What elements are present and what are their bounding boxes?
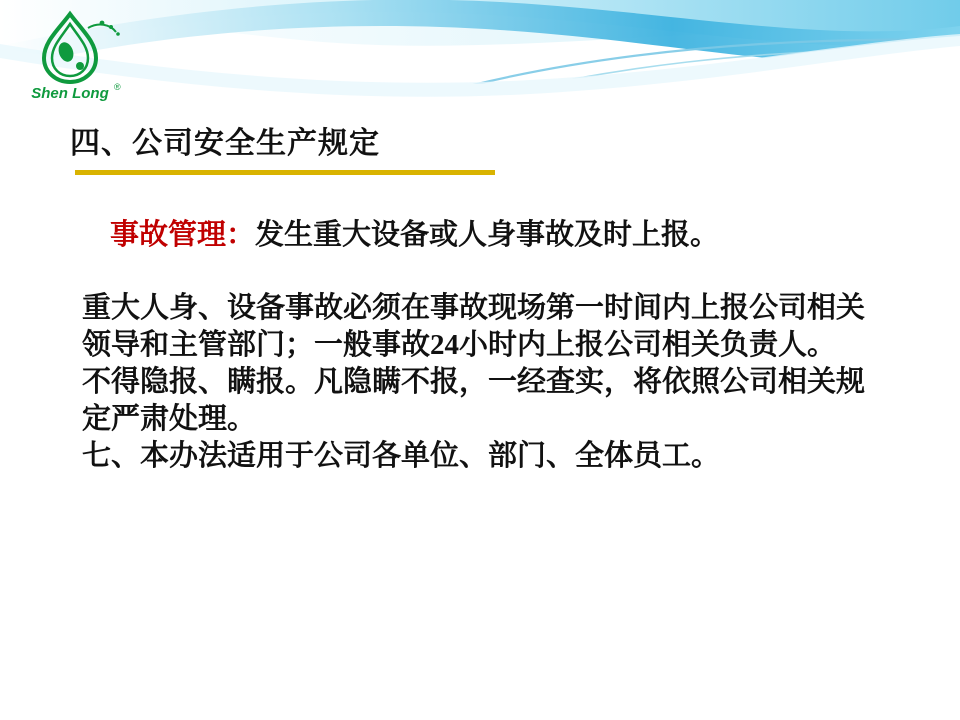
- logo-brand-text: Shen Long: [31, 85, 109, 102]
- lead-rest: 发生重大设备或人身事故及时上报。: [255, 219, 720, 251]
- page-title: 四、公司安全生产规定: [70, 127, 380, 160]
- title-underline-rule: [75, 170, 495, 175]
- paragraph: 七、本办法适用于公司各单位、部门、全体员工。: [82, 440, 721, 472]
- body-text-block: [82, 290, 882, 475]
- lead-line: [110, 212, 719, 253]
- registered-mark-icon: ®: [114, 82, 121, 92]
- header-decoration-band: [0, 0, 960, 118]
- paragraph: 重大人身、设备事故必须在事故现场第一时间内上报公司相关领导和主管部门；一般事故24小时内上报公司相关负责人。: [82, 292, 866, 361]
- lead-highlight: 事故管理：: [110, 219, 256, 251]
- company-logo: [18, 8, 128, 104]
- paragraph: 不得隐报、瞒报。凡隐瞒不报，一经查实，将依照公司相关规定严肃处理。: [82, 366, 866, 435]
